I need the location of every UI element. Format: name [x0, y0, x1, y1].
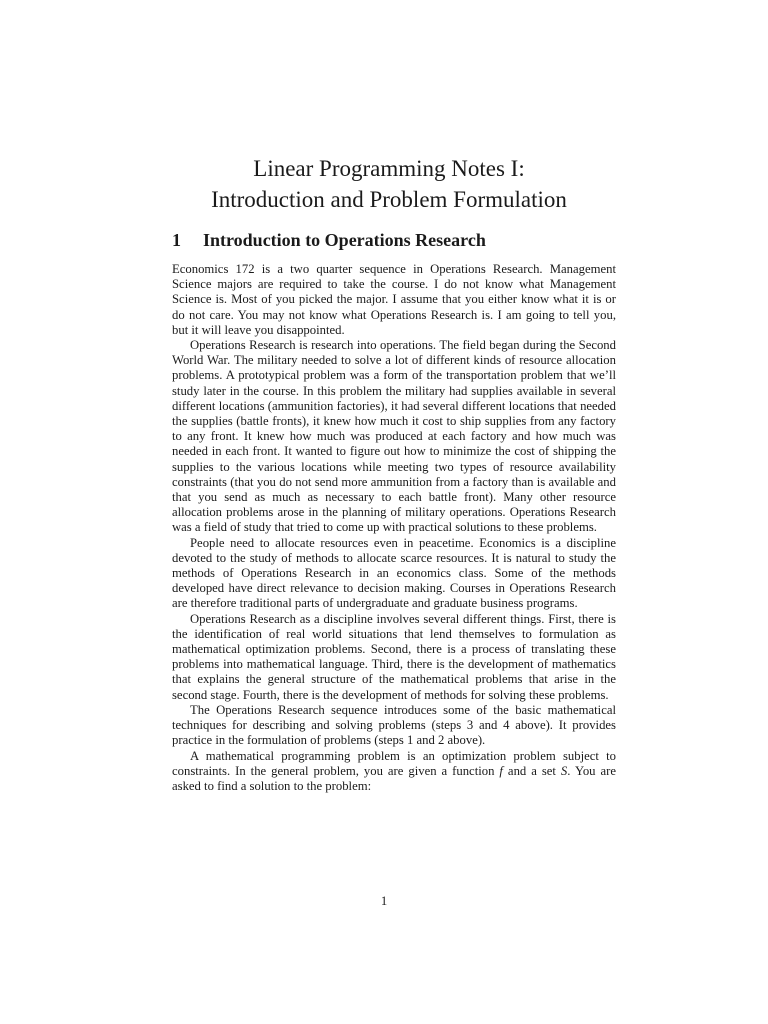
page-number: 1 — [380, 894, 388, 908]
paragraph-text: A mathematical programming problem is an optimization problem subject to constraints. In the general problem, you are given a function — [172, 748, 616, 778]
document-title — [100, 153, 678, 215]
title-line-1: Linear Programming Notes I: — [253, 156, 525, 181]
body-text — [172, 262, 616, 794]
paragraph: The Operations Research sequence introduces some of the basic mathematical techniques for describing and solving problems (steps 3 and 4 above). It provides practice in the formulation of problems (steps 1 and 2 above). — [172, 702, 616, 748]
paragraph-last — [172, 749, 616, 795]
math-variable-f: f — [499, 763, 503, 778]
math-variable-s: S — [560, 763, 568, 778]
paragraph-text: . You are asked to find a solution to the problem: — [172, 763, 616, 793]
paragraph-text: and a set — [502, 763, 561, 778]
section-title: Introduction to Operations Research — [203, 230, 486, 250]
paragraph: People need to allocate resources even in peacetime. Economics is a discipline devoted to the study of methods to allocate scarce resources. It is natural to study the methods of Operations Research in an economics class. Some of the methods developed have direct relevance to decision making. Courses in Operations Research are therefore traditional parts of undergraduate and graduate business programs. — [172, 535, 616, 611]
section-heading — [172, 228, 486, 252]
paragraph: Operations Research is research into operations. The field began during the Second World War. The military needed to solve a lot of different kinds of resource allocation problems. A prototypical problem was a form of the transportation problem that we’ll study later in the course. In this problem the military had supplies available in several different locations (ammunition factories), it had several different locations that needed the supplies (battle fronts), it knew how much it cost to ship supplies from any factory to any front. It knew how much was produced at each factory and how much was needed in each front. It wanted to figure out how to minimize the cost of shipping the supplies to the various locations while meeting two types of resource availability constraints (that you do not send more ammunition from a factory than is available and that you send as much as necessary to each battle front). Many other resource allocation problems arose in the planning of military operations. Operations Research was a field of study that tried to come up with practical solutions to these problems. — [172, 338, 616, 535]
paragraph: Economics 172 is a two quarter sequence in Operations Research. Management Science majors are required to take the course. I do not know what Management Science is. Most of you picked the major. I assume that you either know what it is or do not care. You may not know what Operations Research is. I am going to tell you, but it will leave you disappointed. — [172, 262, 616, 337]
title-line-2: Introduction and Problem Formulation — [211, 187, 567, 212]
paragraph: Operations Research as a discipline involves several different things. First, there is the identification of real world situations that lend themselves to formulation as mathematical optimization problems. Second, there is a process of translating these problems into mathematical language. Third, there is the development of mathematics that explains the general structure of the mathematical problems that arise in the second stage. Fourth, there is the development of methods for solving these problems. — [172, 611, 616, 702]
section-number: 1 — [172, 230, 181, 250]
